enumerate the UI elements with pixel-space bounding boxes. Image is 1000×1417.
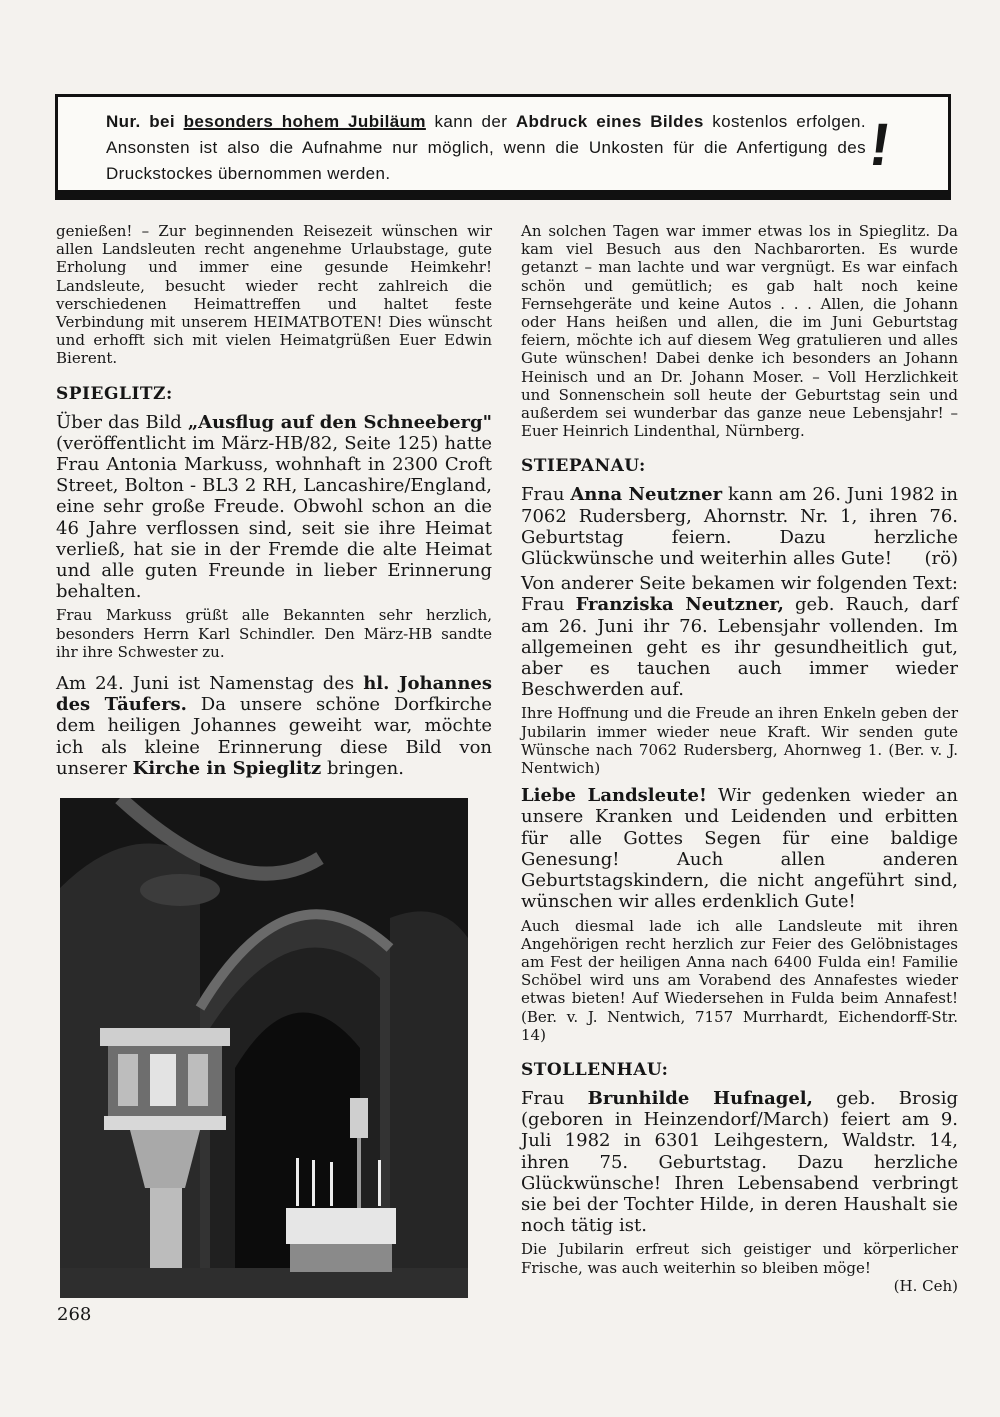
paragraph-hoffnung: Ihre Hoffnung und die Freude an ihren Enkeln geben der Jubilarin immer wieder neue Kraft. Wir senden gute Wünsche nach 7062 Rudersberg, Ahornweg 1. (Ber. v. J. Nentwich): [521, 704, 958, 778]
paragraph-liebe-landsleute: Liebe Landsleute! Wir gedenken wieder an unsere Kranken und Leidenden und erbitten für alle Gottes Segen für eine baldige Genesung! Auch allen anderen Geburtstagskindern, die nicht angeführt sind, wünschen wir alles erdenklich Gute!: [521, 785, 959, 913]
paragraph-annafest: Auch diesmal lade ich alle Landsleute mit ihren Angehörigen recht herzlich zur Feier des Gelöbnistages am Fest der heiligen Anna nach 6400 Fulda ein! Familie Schöbel wird uns am Vorabend des Annafestes wieder etwas bieten! Auf Wiedersehen in Fulda beim Annafest! (Ber. v. J. Nentwich, 7157 Murrhardt, Eichendorff-Str. 14): [521, 916, 958, 1044]
notice-box: [55, 94, 951, 200]
paragraph-markuss-greeting: Frau Markuss grüßt alle Bekannten sehr herzlich, besonders Herrn Karl Schindler. Den März-HB sandte ihr ihre Schwester zu.: [56, 606, 492, 661]
page-number: 268: [57, 1304, 92, 1325]
signature-ro: (rö): [924, 548, 958, 570]
paragraph-namenstag: Am 24. Juni ist Namenstag des hl. Johannes des Täufers. Da unsere schöne Dorfkirche dem heiligen Johannes geweiht war, möchte ich als kleine Erinnerung diese Bild von unserer Kirche in Spieglitz bringen.: [56, 673, 493, 779]
church-photo-drawing: [60, 798, 468, 1298]
exclamation-mark: !: [865, 111, 895, 178]
paragraph-franziska-neutzner: Von anderer Seite bekamen wir folgenden Text: Frau Franziska Neutzner, geb. Rauch, darf am 26. Juni ihr 76. Lebensjahr vollenden. Im allgemeinen geht es ihr gesundheitlich gut, aber es tauchen auch immer wieder Beschwerden auf.: [521, 573, 958, 701]
paragraph-brunhilde-hufnagel: Frau Brunhilde Hufnagel, geb. Brosig (geboren in Heinzendorf/March) feiert am 9. Juli 1982 in 6301 Leihgestern, Waldstr. 14, ihren 75. Geburtstag. Dazu herzliche Glückwünsche! Ihren Lebensabend verbringt sie bei der Tochter Hilde, in deren Haushalt sie noch tätig ist.: [521, 1087, 958, 1237]
paragraph-schneeberg: Über das Bild „Ausflug auf den Schneeberg" (veröffentlicht im März-HB/82, Seite 125) hatte Frau Antonia Markuss, wohnhaft in 2300 Croft Street, Bolton - BL3 2 RH, Lancashire/England, eine sehr große Freude. Obwohl schon an die 46 Jahre verflossen sind, seit sie ihre Heimat verließ, hat sie in der Fremde die alte Heimat und alle guten Freunde in lieber Erinnerung behalten.: [56, 411, 492, 603]
paragraph-jubilarin: Die Jubilarin erfreut sich geistiger und körperlicher Frische, was auch weiterhin so bleiben möge!: [521, 1240, 958, 1277]
signature-h-ceh: (H. Ceh): [893, 1276, 958, 1295]
notice-text: Nur. bei besonders hohem Jubiläum kann der Abdruck eines Bildes kostenlos erfolgen. Ansonsten ist also die Aufnahme nur möglich, wenn die Unkosten für die Anfertigung des Druckstockes übernommen werden.: [106, 112, 867, 183]
right-intro: An solchen Tagen war immer etwas los in Spieglitz. Da kam viel Besuch aus den Nachbarorten. Es wurde getanzt – man lachte und war vergnügt. Es war einfach schön und gemütlich; es gab halt noch keine Fernsehgeräte und keine Autos . . . Allen, die Johann oder Hans heißen und allen, die im Juni Geburtstag feiern, möchte ich auf diesem Weg gratulieren und alles Gute wünschen! Dabei denke ich besonders an Johann Heinisch und an Dr. Johann Moser. – Voll Herzlichkeit und Sonnenschein soll heute der Geburtstag sein und außerdem sei wunderbar das ganze neue Lebensjahr! – Euer Heinrich Lindenthal, Nürnberg.: [521, 222, 958, 441]
heading-spieglitz: SPIEGLITZ:: [56, 383, 173, 404]
church-interior-photo: [60, 798, 468, 1298]
right-column: [521, 222, 958, 1295]
paragraph-anna-neutzner: Frau Anna Neutzner kann am 26. Juni 1982 in 7062 Rudersberg, Ahornstr. Nr. 1, ihren 76. Geburtstag feiern. Dazu herzliche Glückwünsche und weiterhin alles Gute! (rö): [521, 484, 959, 570]
left-column: [56, 222, 492, 779]
heading-stollenhau: STOLLENHAU:: [521, 1059, 669, 1080]
left-intro: genießen! – Zur beginnenden Reisezeit wünschen wir allen Landsleuten recht angenehme Urlaubstage, gute Erholung und immer eine gesunde Heimkehr! Landsleute, besucht wieder recht zahlreich die verschiedenen Heimattreffen und haltet feste Verbindung mit unserem HEIMATBOTEN! Dies wünscht und erhofft sich mit vielen Heimatgrüßen Euer Edwin Bierent.: [56, 222, 492, 368]
heading-stiepanau: STIEPANAU:: [521, 456, 646, 477]
